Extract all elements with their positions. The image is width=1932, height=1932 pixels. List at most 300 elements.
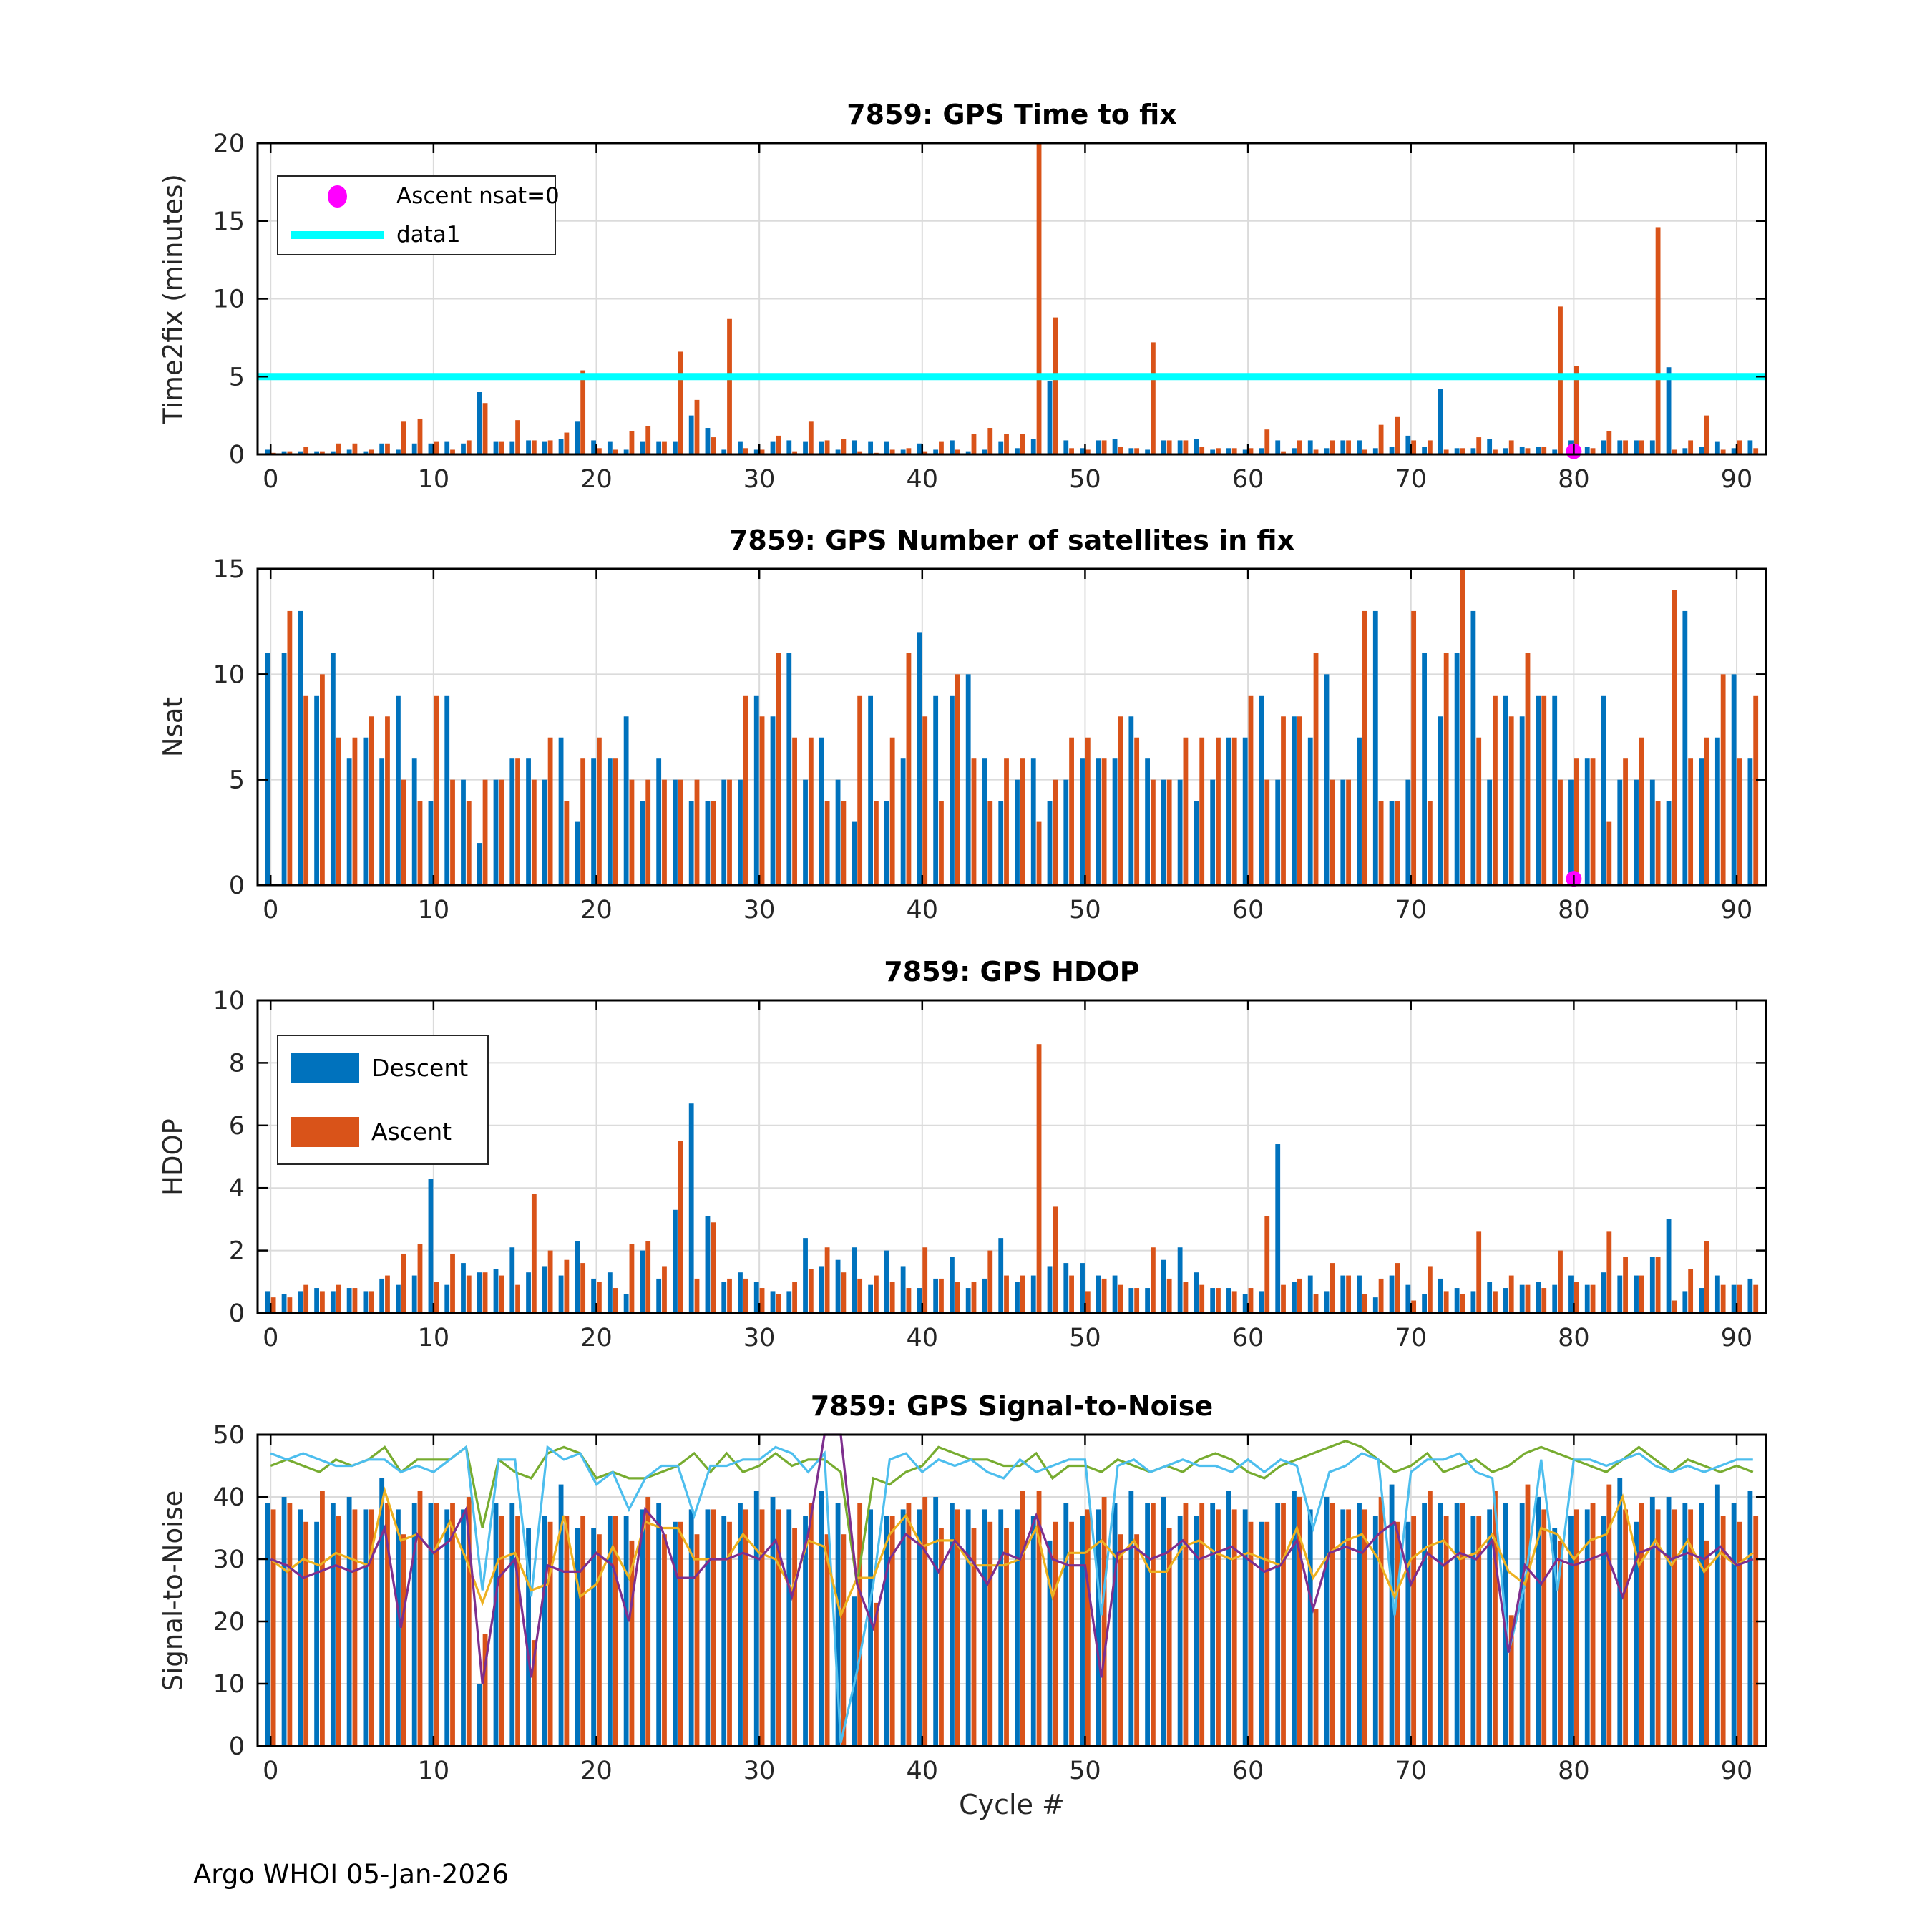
ascent-bar [1428, 1266, 1433, 1313]
ascent-bar [630, 431, 635, 454]
ascent-bar [336, 1285, 341, 1313]
ascent-bar [271, 1297, 276, 1313]
ascent-bar [499, 780, 504, 885]
descent-bar [591, 440, 596, 454]
descent-bar [689, 1509, 694, 1746]
descent-bar [1308, 738, 1313, 885]
descent-bar [803, 1238, 808, 1313]
ascent-bar [1184, 738, 1189, 885]
descent-bar [1390, 447, 1395, 454]
ascent-bar [1216, 1288, 1221, 1313]
ascent-bar [1020, 1491, 1025, 1746]
ascent-bar [1216, 1509, 1221, 1746]
ascent-bar [1134, 1534, 1139, 1746]
ascent-bar [1053, 318, 1058, 454]
descent-bar [1275, 780, 1280, 885]
ascent-bar [1541, 696, 1546, 885]
ascent-bar [809, 1269, 814, 1313]
x-tick-label: 70 [1395, 465, 1428, 494]
descent-bar [1226, 1491, 1231, 1746]
ascent-bar [1151, 780, 1156, 885]
ascent-bar [630, 1244, 635, 1313]
descent-bar [1552, 1285, 1557, 1313]
x-tick-label: 30 [743, 465, 776, 494]
descent-bar [494, 442, 499, 454]
descent-bar [298, 1291, 303, 1313]
descent-bar [1292, 1282, 1297, 1313]
descent-bar [477, 392, 482, 454]
descent-bar [542, 442, 547, 454]
ascent-bar [939, 1279, 944, 1313]
ascent-bar [662, 442, 667, 454]
y-tick-label: 6 [228, 1111, 245, 1141]
descent-bar [1601, 1272, 1606, 1313]
ascent-bar [662, 780, 667, 885]
ascent-bar [1688, 1269, 1693, 1313]
descent-bar [559, 1276, 564, 1313]
descent-bar [868, 696, 873, 885]
descent-bar [852, 1247, 857, 1313]
x-tick-label: 90 [1720, 1757, 1753, 1785]
descent-bar [1667, 1497, 1672, 1746]
ascent-bar [1281, 1503, 1286, 1746]
ascent-bar [1444, 653, 1449, 885]
ascent-bar [434, 696, 439, 885]
descent-bar [1634, 780, 1639, 885]
ascent-nsat0-marker-swatch [328, 185, 347, 208]
descent-bar [1715, 442, 1720, 454]
x-tick-label: 80 [1558, 465, 1590, 494]
ascent-bar [418, 1491, 423, 1746]
ascent-bar [1314, 1609, 1319, 1746]
descent-bar [656, 1279, 661, 1313]
ascent-bar [1069, 1276, 1074, 1313]
descent-bar [265, 653, 270, 885]
descent-bar [314, 1288, 319, 1313]
ascent-bar [825, 1247, 830, 1313]
ascent-bar [907, 653, 912, 885]
ascent-bar [841, 1534, 846, 1746]
y-tick-label: 10 [213, 660, 245, 690]
panel-title: 7859: GPS Number of satellites in fix [728, 525, 1295, 556]
y-tick-label: 20 [213, 130, 245, 158]
descent-bar [282, 1497, 287, 1746]
descent-bar [1699, 1288, 1704, 1313]
legend-label: Descent [371, 1054, 469, 1082]
x-tick-label: 40 [906, 465, 939, 494]
ascent-bar [695, 1534, 700, 1746]
descent-bar [1063, 1263, 1068, 1313]
descent-bar [933, 1279, 938, 1313]
descent-bar [1601, 440, 1606, 454]
ascent-bar [857, 696, 862, 885]
descent-bar [494, 1269, 499, 1313]
descent-bar [689, 416, 694, 454]
ascent-bar [1428, 801, 1433, 885]
ascent-bar [1753, 696, 1758, 885]
descent-bar [1063, 440, 1068, 454]
ascent-bar [987, 428, 992, 454]
ascent-bar [1085, 738, 1091, 885]
ascent-bar [792, 1282, 797, 1313]
ascent-bar [1558, 1251, 1563, 1313]
ascent-bar [987, 1251, 992, 1313]
ascent-bar [1591, 1285, 1596, 1313]
ascent-bar [401, 1254, 406, 1313]
descent-bar [282, 1294, 287, 1313]
ascent-bar [1591, 758, 1596, 885]
ascent-bar [825, 801, 830, 885]
descent-bar [379, 1279, 384, 1313]
x-tick-label: 20 [580, 465, 613, 494]
y-tick-label: 8 [228, 1049, 245, 1078]
ascent-bar [1526, 1285, 1531, 1313]
descent-bar [509, 758, 514, 885]
descent-bar [819, 1266, 824, 1313]
descent-bar [298, 611, 303, 885]
ascent-bar [1704, 1241, 1709, 1313]
descent-bar [1699, 447, 1704, 454]
ascent-bar [645, 780, 650, 885]
x-tick-label: 60 [1231, 1324, 1264, 1352]
descent-bar [1031, 1516, 1036, 1746]
ascent-bar [418, 801, 423, 885]
descent-bar [1096, 440, 1101, 454]
descent-bar [1340, 1276, 1345, 1313]
ascent-bar [1737, 440, 1742, 454]
ascent-bar [1118, 1534, 1123, 1746]
descent-bar [819, 1491, 824, 1746]
descent-bar [640, 1251, 645, 1313]
y-tick-label: 0 [228, 1299, 245, 1328]
ascent-bar [1249, 1288, 1254, 1313]
ascent-bar [1297, 440, 1302, 454]
descent-bar [575, 421, 580, 454]
descent-bar [314, 1522, 319, 1746]
descent-bar [1178, 780, 1183, 885]
x-tick-label: 60 [1231, 896, 1264, 924]
descent-bar [950, 440, 955, 454]
descent-bar [1568, 780, 1574, 885]
descent-bar [1259, 696, 1264, 885]
descent-bar [477, 1272, 482, 1313]
ascent-bar [597, 1282, 602, 1313]
ascent-bar [287, 611, 292, 885]
descent-bar [1145, 1503, 1150, 1746]
ascent-bar [1297, 1279, 1302, 1313]
descent-bar [1259, 1291, 1264, 1313]
descent-bar [624, 716, 629, 885]
descent-bar [786, 440, 791, 454]
x-tick-label: 0 [263, 465, 279, 494]
ascent-bar [743, 1279, 748, 1313]
ascent-bar [499, 1276, 504, 1313]
ascent-bar [1737, 758, 1742, 885]
ascent-bar [564, 801, 569, 885]
ascent-bar [1493, 1291, 1498, 1313]
descent-bar [1715, 1276, 1720, 1313]
ascent-bar [1737, 1285, 1742, 1313]
descent-bar [884, 1251, 889, 1313]
ascent-bar [353, 1288, 358, 1313]
descent-bar [477, 843, 482, 885]
descent-bar [1178, 1247, 1183, 1313]
descent-bar [786, 1291, 791, 1313]
descent-bar [1048, 1541, 1053, 1746]
descent-bar [1145, 1288, 1150, 1313]
ascent-bar [1395, 417, 1400, 454]
descent-bar [1194, 801, 1199, 885]
ascent-bar [1167, 440, 1172, 454]
ascent-bar [907, 1288, 912, 1313]
x-tick-label: 80 [1558, 1757, 1590, 1785]
descent-bar [673, 780, 678, 885]
ascent-bar [369, 1291, 374, 1313]
descent-bar [379, 444, 384, 454]
descent-bar [771, 1291, 776, 1313]
ascent-bar [760, 1288, 765, 1313]
ascent-bar [1167, 1528, 1172, 1747]
descent-bar [1275, 1503, 1280, 1746]
ascent-bar [825, 440, 830, 454]
ascent-bar [418, 1244, 423, 1313]
ascent-bar [1541, 1288, 1546, 1313]
descent-bar [331, 1291, 336, 1313]
descent-bar [1715, 1485, 1720, 1746]
descent-bar [1422, 1503, 1427, 1746]
descent-bar [868, 442, 873, 454]
legend-swatch-zone [278, 1053, 371, 1083]
ascent-bar [320, 674, 325, 885]
descent-bar [1503, 1288, 1508, 1313]
descent-bar [526, 1272, 531, 1313]
ascent-bar [1199, 1503, 1204, 1746]
ascent-bar [711, 437, 716, 454]
descent-bar [706, 1509, 711, 1746]
descent-bar [1747, 440, 1752, 454]
legend-hdop [277, 1035, 489, 1165]
ascent-bar [922, 716, 927, 885]
descent-bar [917, 632, 922, 885]
ascent-bar [303, 1522, 308, 1746]
ascent-bar [1330, 1503, 1335, 1746]
descent-bar [363, 1509, 368, 1746]
descent-bar [379, 758, 384, 885]
ascent-bar [1249, 696, 1254, 885]
x-axis-label: Cycle # [959, 1789, 1065, 1820]
ascent-bar [678, 780, 683, 885]
ascent-bar [532, 1194, 537, 1313]
descent-bar [901, 1266, 906, 1313]
ascent-bar [1411, 440, 1416, 454]
x-tick-label: 10 [417, 1324, 450, 1352]
descent-bar [1568, 1276, 1574, 1313]
descent-bar [1536, 1282, 1541, 1313]
descent-bar [1667, 367, 1672, 454]
descent-bar [396, 696, 401, 885]
x-tick-label: 0 [263, 1324, 279, 1352]
descent-bar [608, 758, 613, 885]
x-tick-label: 0 [263, 896, 279, 924]
ascent-bar [1541, 447, 1546, 454]
legend-entry [278, 1036, 487, 1100]
ascent-bar [1526, 653, 1531, 885]
ascent-bar [809, 1503, 814, 1746]
ascent-bar [678, 351, 683, 454]
ascent-bar [1737, 1522, 1742, 1746]
ascent-bar [353, 738, 358, 885]
descent-bar [1226, 1288, 1231, 1313]
descent-bar [1015, 1509, 1020, 1746]
ascent-bar [1004, 434, 1009, 454]
ascent-bar [1151, 1503, 1156, 1746]
descent-bar [966, 1509, 971, 1746]
x-tick-label: 80 [1558, 896, 1590, 924]
x-tick-label: 30 [743, 1757, 776, 1785]
ascent-bar [401, 780, 406, 885]
descent-bar [706, 801, 711, 885]
ascent-bar [450, 780, 455, 885]
descent-bar [689, 1103, 694, 1313]
ascent-bar [1346, 440, 1351, 454]
ascent-bar [548, 1251, 553, 1313]
x-tick-label: 60 [1231, 465, 1264, 494]
ascent-bar [385, 444, 390, 454]
descent-bar [1634, 440, 1639, 454]
descent-bar [396, 1285, 401, 1313]
ascent-bar [1509, 716, 1514, 885]
ascent-bar [890, 1516, 895, 1746]
x-tick-label: 60 [1231, 1757, 1264, 1785]
descent-bar [608, 1272, 613, 1313]
ascent-bar [1199, 1285, 1204, 1313]
descent-bar [884, 801, 889, 885]
ascent-bar [987, 801, 992, 885]
ascent-bar [287, 1297, 292, 1313]
descent-bar [298, 1509, 303, 1746]
x-tick-label: 50 [1069, 896, 1101, 924]
legend-entry [278, 1100, 487, 1163]
ascent-bar [874, 801, 879, 885]
ascent-bar [792, 1528, 797, 1747]
descent-bar [1487, 1282, 1492, 1313]
descent-bar [1520, 447, 1525, 454]
descent-bar [771, 442, 776, 454]
descent-bar [1063, 780, 1068, 885]
descent-bar [509, 1503, 514, 1746]
ascent-bar [711, 1509, 716, 1746]
ascent-bar [743, 696, 748, 885]
descent-bar [917, 1288, 922, 1313]
ascent-bar [613, 758, 618, 885]
y-tick-label: 20 [213, 1608, 245, 1636]
descent-bar [868, 1285, 873, 1313]
ascent-bar [1656, 801, 1661, 885]
descent-bar [1405, 780, 1410, 885]
ascent-bar [1623, 440, 1628, 454]
descent-bar [1210, 780, 1215, 885]
descent-bar [1422, 447, 1427, 454]
x-tick-label: 70 [1395, 896, 1428, 924]
ascent-bar [1379, 425, 1384, 454]
descent-bar [884, 442, 889, 454]
descent-bar [1128, 1288, 1133, 1313]
descent-bar [803, 442, 808, 454]
ascent-bar [499, 1516, 504, 1746]
ascent-bar [1493, 696, 1498, 885]
descent-bar [1308, 1509, 1313, 1746]
descent-bar [721, 780, 726, 885]
descent-bar [901, 758, 906, 885]
descent-bar [1340, 780, 1345, 885]
legend-swatch-zone [278, 231, 396, 239]
ascent-bar [1118, 447, 1123, 454]
ascent-bar [678, 1522, 683, 1746]
ascent-bar [907, 1503, 912, 1746]
snr-max-ascent-line [270, 1447, 1753, 1742]
ascent-bar [1672, 1509, 1677, 1746]
descent-bar [575, 1528, 580, 1747]
descent-bar [559, 439, 564, 454]
ascent-bar [1411, 1301, 1416, 1313]
x-tick-label: 20 [580, 1757, 613, 1785]
ascent-bar [303, 447, 308, 454]
legend-label: data1 [396, 222, 461, 248]
descent-bar [1732, 674, 1737, 885]
ascent-bar [1688, 758, 1693, 885]
y-axis-label: Nsat [157, 696, 189, 758]
ascent-bar [548, 1522, 553, 1746]
ascent-bar [695, 780, 700, 885]
descent-bar [1096, 758, 1101, 885]
panel-gps-hdop [157, 956, 1766, 1352]
ascent-bar [1526, 1485, 1531, 1746]
descent-bar [673, 442, 678, 454]
descent-bar [1080, 1516, 1085, 1746]
ascent-bar [695, 400, 700, 454]
ascent-bar [1460, 569, 1465, 885]
descent-bar [933, 696, 938, 885]
descent-bar [509, 442, 514, 454]
descent-bar [1113, 439, 1118, 454]
ascent-bar [580, 371, 585, 454]
ascent-bar [841, 439, 846, 454]
descent-color-swatch [291, 1053, 359, 1083]
descent-bar [1390, 1276, 1395, 1313]
descent-bar [1503, 696, 1508, 885]
descent-bar [429, 1503, 434, 1746]
ascent-bar [922, 1497, 927, 1746]
ascent-bar [776, 653, 781, 885]
ascent-bar [1656, 227, 1661, 454]
snr-plot-area [213, 1421, 1766, 1785]
descent-bar [1259, 1522, 1264, 1746]
ascent-bar [271, 1509, 276, 1746]
descent-bar [950, 1257, 955, 1313]
descent-bar [982, 1279, 987, 1313]
ascent-bar [1395, 801, 1400, 885]
panel-title: 7859: GPS HDOP [884, 956, 1140, 987]
descent-bar [998, 442, 1003, 454]
ascent-bar [1721, 674, 1726, 885]
descent-bar [1128, 1491, 1133, 1746]
descent-bar [314, 696, 319, 885]
descent-bar [1031, 758, 1036, 885]
descent-bar [282, 653, 287, 885]
panel-gps-snr [157, 1390, 1766, 1820]
ascent-bar [287, 1503, 292, 1746]
ascent-bar [972, 434, 977, 454]
